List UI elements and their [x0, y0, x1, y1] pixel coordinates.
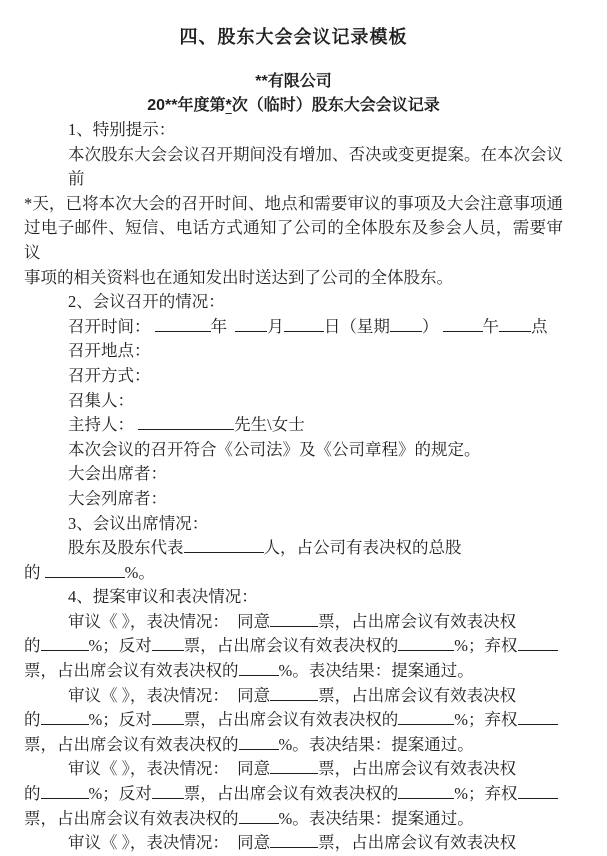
doc-line: *天，已将本次大会的召开时间、地点和需要审议的事项及大会注意事项通: [24, 193, 563, 213]
doc-line: 的 %；反对 票，占出席会议有效表决权的 %；弃权: [24, 782, 563, 807]
meeting-title-pre: 20**年度第: [147, 97, 226, 114]
blank-field: [398, 635, 454, 651]
blank-field: [152, 635, 184, 651]
doc-line: 主持人： 先生\女士: [68, 415, 305, 435]
doc-line: 股东及股东代表 人，占公司有表决权的总股: [68, 538, 462, 558]
doc-line: 的 %；反对 票，占出席会议有效表决权的 %；弃权: [24, 634, 563, 659]
doc-line: 过电子邮件、短信、电话方式通知了公司的全体股东及参会人员，需要审议: [24, 218, 563, 262]
doc-line: 审议《 》，表决情况： 同意 票，占出席会议有效表决权: [68, 611, 517, 631]
doc-line: 本次会议的召开符合《公司法》及《公司章程》的规定。: [68, 439, 481, 459]
blank-field: [443, 316, 483, 332]
blank-field: [398, 783, 454, 799]
blank-field: [284, 316, 324, 332]
doc-line: 本次股东大会会议召开期间没有增加、否决或变更提案。在本次会议前: [68, 144, 563, 189]
doc-line: 大会列席者：: [68, 488, 167, 508]
blank-field: [518, 709, 558, 725]
document-body: [24, 118, 563, 856]
doc-line: 召集人：: [68, 390, 134, 410]
doc-line: 审议《 》，表决情况： 同意 票，占出席会议有效表决权: [68, 685, 517, 705]
doc-line: 票，占出席会议有效表决权的 %。表决结果：提案通过。: [24, 734, 474, 754]
blank-field: [239, 734, 279, 750]
doc-line: 的 %；反对 票，占出席会议有效表决权的 %；弃权: [24, 708, 563, 733]
doc-line: 审议《 》，表决情况： 同意 票，占出席会议有效表决权: [68, 833, 517, 853]
doc-line: 票，占出席会议有效表决权的 %。表决结果：提案通过。: [24, 661, 474, 681]
blank-field: [239, 808, 279, 824]
blank-field: [184, 537, 264, 553]
doc-line: 的 %。: [24, 562, 155, 582]
document-title: 四、股东大会会议记录模板: [179, 27, 408, 47]
doc-line: 3、会议出席情况：: [68, 513, 209, 533]
blank-field: [41, 709, 89, 725]
doc-line: 事项的相关资料也在通知发出时送达到了公司的全体股东。: [24, 267, 453, 287]
blank-field: [270, 832, 318, 848]
blank-field: [270, 758, 318, 774]
meeting-title-post: 次（临时）股东大会会议记录: [231, 97, 440, 114]
blank-field: [270, 685, 318, 701]
doc-line: 2、会议召开的情况：: [68, 292, 225, 312]
doc-line: 票，占出席会议有效表决权的 %。表决结果：提案通过。: [24, 808, 474, 828]
blank-field: [152, 783, 184, 799]
doc-line: 召开时间： 年 月 日（星期 ） 午 点: [68, 316, 548, 336]
blank-field: [518, 783, 558, 799]
meeting-title: [24, 94, 563, 118]
doc-line: 1、特别提示：: [68, 120, 176, 139]
blank-field: [518, 635, 558, 651]
blank-field: [270, 611, 318, 627]
blank-field: [41, 783, 89, 799]
doc-line: 大会出席者：: [68, 464, 167, 484]
blank-field: [235, 316, 267, 332]
blank-field: [390, 316, 422, 332]
blank-field: [45, 562, 125, 578]
doc-line: 召开方式：: [68, 365, 151, 385]
blank-field: [499, 316, 531, 332]
meeting-title-star: *: [225, 97, 232, 114]
blank-field: [239, 660, 279, 676]
doc-line: 审议《 》，表决情况： 同意 票，占出席会议有效表决权: [68, 759, 517, 779]
doc-line: 召开地点：: [68, 341, 151, 361]
blank-field: [152, 709, 184, 725]
doc-line: 4、提案审议和表决情况：: [68, 587, 258, 607]
blank-field: [41, 635, 89, 651]
company-name: **有限公司: [255, 73, 332, 90]
blank-field: [398, 709, 454, 725]
blank-field: [155, 316, 211, 332]
blank-field: [138, 414, 234, 430]
